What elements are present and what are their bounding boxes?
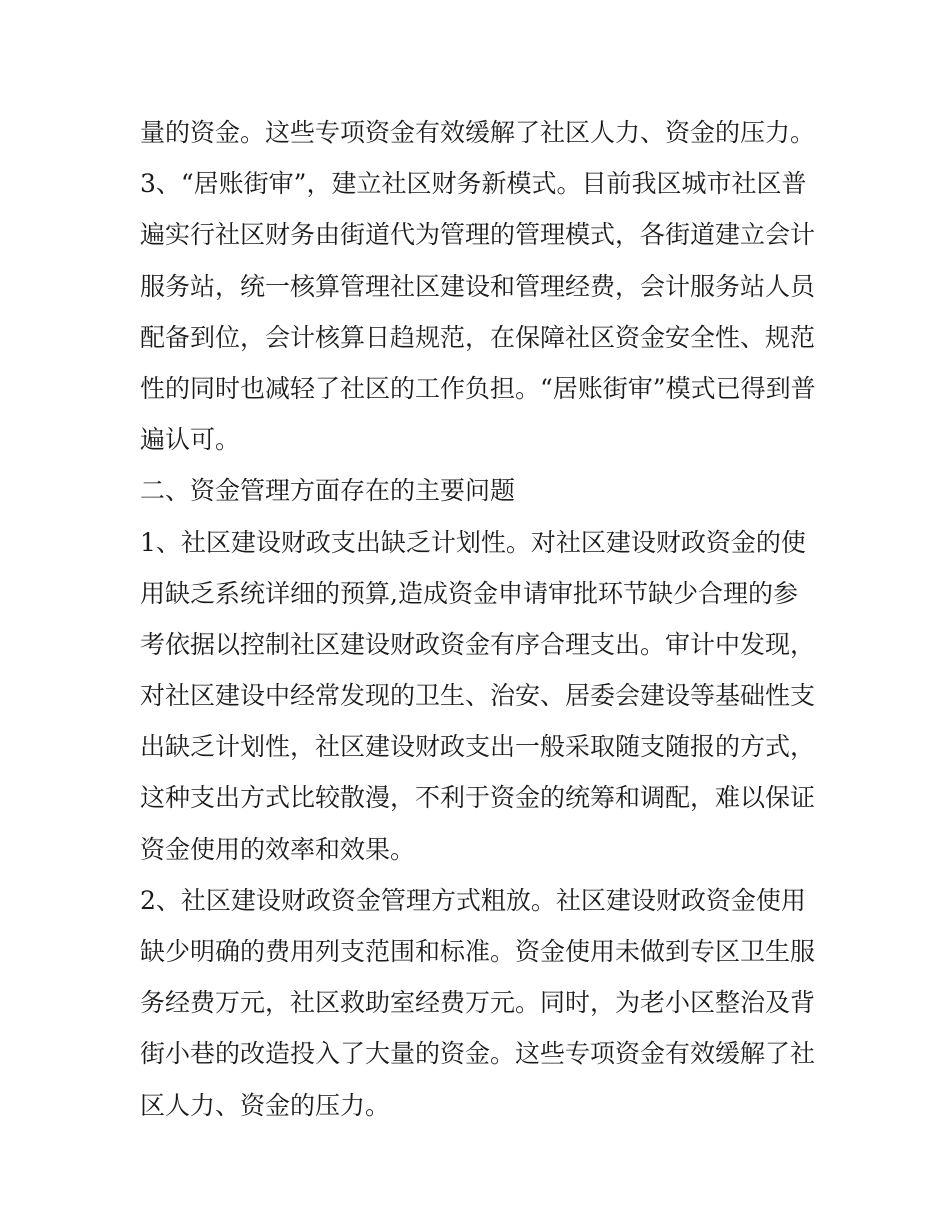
text-line: 用缺乏系统详细的预算,造成资金申请审批环节缺少合理的参 [140, 578, 798, 608]
text-line: 这种支出方式比较散漫，不利于资金的统筹和调配，难以保证 [140, 783, 816, 813]
text-line: 量的资金。这些专项资金有效缓解了社区人力、资金的压力。 [140, 118, 816, 147]
section-heading: 二、资金管理方面存在的主要问题 [140, 476, 516, 506]
text-line: 遍认可。 [140, 425, 241, 455]
text-line: 性的同时也减轻了社区的工作负担。“居账街审”模式已得到普 [140, 373, 816, 403]
text-line: 1、社区建设财政支出缺乏计划性。对社区建设财政资金的使 [140, 527, 806, 557]
text-line: 遍实行社区财务由街道代为管理的管理模式，各街道建立会计 [140, 220, 816, 250]
text-line: 街小巷的改造投入了大量的资金。这些专项资金有效缓解了社 [140, 1039, 816, 1069]
text-line: 出缺乏计划性，社区建设财政支出一般采取随支随报的方式， [140, 732, 816, 762]
text-line: 考依据以控制社区建设财政资金有序合理支出。审计中发现， [140, 629, 816, 659]
text-line: 资金使用的效率和效果。 [140, 834, 416, 864]
document-body [140, 107, 816, 1131]
text-line: 对社区建设中经常发现的卫生、治安、居委会建设等基础性支 [140, 681, 816, 711]
text-line: 缺少明确的费用列支范围和标准。资金使用未做到专区卫生服 [140, 937, 816, 966]
text-line: 3、“居账街审”，建立社区财务新模式。目前我区城市社区普 [140, 169, 807, 199]
text-line: 服务站，统一核算管理社区建设和管理经费，会计服务站人员 [140, 271, 816, 301]
text-line: 务经费万元，社区救助室经费万元。同时，为老小区整治及背 [140, 988, 816, 1018]
text-line: 配备到位，会计核算日趋规范，在保障社区资金安全性、规范 [140, 322, 816, 352]
text-line: 区人力、资金的压力。 [140, 1090, 391, 1120]
text-line: 2、社区建设财政资金管理方式粗放。社区建设财政资金使用 [140, 885, 806, 915]
